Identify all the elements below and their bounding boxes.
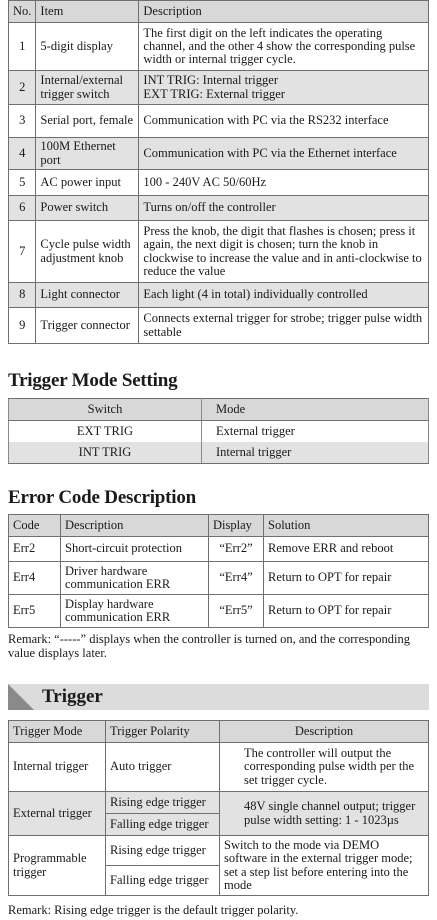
code-cell: Err5 [9, 595, 61, 628]
switch-cell: EXT TRIG [9, 421, 202, 443]
trigger-mode-title: Trigger Mode Setting [8, 370, 178, 391]
table-row [9, 562, 429, 595]
row-no: 2 [9, 71, 36, 105]
banner-stripe-icon [8, 684, 34, 710]
row-no: 3 [9, 105, 36, 138]
header-description: Description [61, 515, 209, 537]
solution-cell: Return to OPT for repair [264, 562, 429, 595]
polarity-cell: Auto trigger [106, 743, 220, 792]
mode-cell: Programmable trigger [9, 836, 106, 896]
row-item: Serial port, female [36, 105, 139, 138]
spec-table [8, 0, 429, 344]
trigger-banner [8, 684, 429, 710]
header-solution: Solution [264, 515, 429, 537]
description-cell: The controller will output the corresponding pulse width per the set trigger cycle. [220, 743, 429, 792]
polarity-cell: Falling edge trigger [106, 866, 220, 896]
error-code-title: Error Code Description [8, 487, 197, 508]
error-code-header [9, 515, 429, 537]
table-row [9, 221, 429, 283]
description-line: INT TRIG: Internal trigger [143, 73, 278, 88]
display-cell: “Err2” [209, 537, 264, 562]
row-item: Trigger connector [36, 308, 139, 344]
mode-cell: Internal trigger [9, 743, 106, 792]
polarity-cell: Rising edge trigger [106, 792, 220, 814]
trigger-title: Trigger [42, 686, 103, 707]
table-row [9, 23, 429, 71]
table-row [9, 170, 429, 196]
row-item: 5-digit display [36, 23, 139, 71]
row-item: Cycle pulse width adjustment knob [36, 221, 139, 283]
row-description: Communication with PC via the Ethernet interface [139, 138, 429, 170]
row-no: 6 [9, 196, 36, 221]
table-row [9, 71, 429, 105]
table-row [9, 792, 429, 814]
error-code-remark: Remark: “-----” displays when the controller is turned on, and the corresponding value displays later. [8, 632, 410, 660]
mode-cell: External trigger [9, 792, 106, 836]
row-item: 100M Ethernet port [36, 138, 139, 170]
row-item: Internal/external trigger switch [36, 71, 139, 105]
trigger-table [8, 720, 429, 896]
row-description: Connects external trigger for strobe; trigger pulse width settable [139, 308, 429, 344]
header-display: Display [209, 515, 264, 537]
row-no: 1 [9, 23, 36, 71]
description-cell: Short-circuit protection [61, 537, 209, 562]
row-no: 4 [9, 138, 36, 170]
mode-cell: Internal trigger [202, 442, 429, 464]
header-description: Description [220, 721, 429, 743]
row-item: Power switch [36, 196, 139, 221]
description-cell: 48V single channel output; trigger pulse width setting: 1 - 1023µs [220, 792, 429, 836]
table-row [9, 138, 429, 170]
table-row [9, 595, 429, 628]
description-cell: Driver hardware communication ERR [61, 562, 209, 595]
header-mode: Mode [202, 399, 429, 421]
error-code-table [8, 514, 429, 628]
row-no: 7 [9, 221, 36, 283]
header-item: Item [36, 1, 139, 23]
trigger-header [9, 721, 429, 743]
row-description: Communication with PC via the RS232 interface [139, 105, 429, 138]
row-description: Each light (4 in total) individually controlled [139, 283, 429, 308]
row-description: Turns on/off the controller [139, 196, 429, 221]
table-row [9, 836, 429, 866]
trigger-remark: Remark: Rising edge trigger is the default trigger polarity. [8, 903, 299, 917]
table-row [9, 421, 429, 443]
header-switch: Switch [9, 399, 202, 421]
header-trigger-mode: Trigger Mode [9, 721, 106, 743]
display-cell: “Err4” [209, 562, 264, 595]
mode-cell: External trigger [202, 421, 429, 443]
row-item: AC power input [36, 170, 139, 196]
row-description: The first digit on the left indicates the operating channel, and the other 4 show the corresponding pulse width or internal trigger cycle. [139, 23, 429, 71]
table-row [9, 308, 429, 344]
polarity-cell: Rising edge trigger [106, 836, 220, 866]
header-description: Description [139, 1, 429, 23]
table-row [9, 743, 429, 792]
header-code: Code [9, 515, 61, 537]
code-cell: Err4 [9, 562, 61, 595]
trigger-mode-header [9, 399, 429, 421]
switch-cell: INT TRIG [9, 442, 202, 464]
table-row [9, 105, 429, 138]
table-row [9, 442, 429, 464]
table-row [9, 196, 429, 221]
description-line: EXT TRIG: External trigger [143, 86, 285, 101]
header-no: No. [9, 1, 36, 23]
table-row [9, 537, 429, 562]
code-cell: Err2 [9, 537, 61, 562]
row-no: 5 [9, 170, 36, 196]
row-description [139, 71, 429, 105]
display-cell: “Err5” [209, 595, 264, 628]
row-description: Press the knob, the digit that flashes is chosen; press it again, the next digit is chosen; turn the knob in clockwise to increase the value and in anti-clockwise to reduce the value [139, 221, 429, 283]
description-cell: Switch to the mode via DEMO software in the external trigger mode; set a step list before entering into the mode [220, 836, 429, 896]
row-item: Light connector [36, 283, 139, 308]
row-no: 9 [9, 308, 36, 344]
spec-table-header [9, 1, 429, 23]
row-no: 8 [9, 283, 36, 308]
row-description: 100 - 240V AC 50/60Hz [139, 170, 429, 196]
polarity-cell: Falling edge trigger [106, 814, 220, 836]
description-cell: Display hardware communication ERR [61, 595, 209, 628]
trigger-mode-table [8, 398, 429, 464]
header-trigger-polarity: Trigger Polarity [106, 721, 220, 743]
table-row [9, 283, 429, 308]
solution-cell: Return to OPT for repair [264, 595, 429, 628]
solution-cell: Remove ERR and reboot [264, 537, 429, 562]
